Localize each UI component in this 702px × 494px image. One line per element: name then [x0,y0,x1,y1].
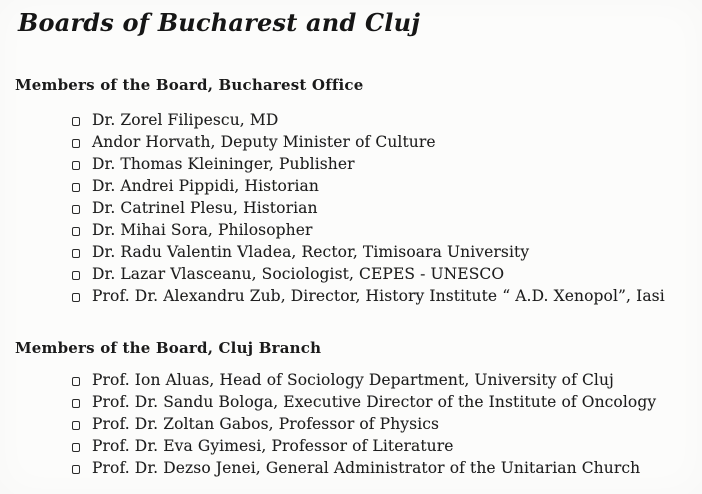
square-bullet-icon [72,227,80,236]
square-bullet-icon [72,377,80,386]
member-name: Dr. Lazar Vlasceanu, Sociologist, CEPES - UNESCO [92,265,505,283]
square-bullet-icon [72,183,80,192]
list-item [72,197,665,219]
square-bullet-icon [72,465,80,474]
member-name: Dr. Thomas Kleininger, Publisher [92,155,355,173]
list-item [72,175,665,197]
document-title: Boards of Bucharest and Cluj [18,8,421,37]
section-heading-cluj: Members of the Board, Cluj Branch [15,339,322,357]
section-heading-bucharest: Members of the Board, Bucharest Office [15,76,364,94]
cluj-board-list [72,369,656,479]
member-name: Dr. Zorel Filipescu, MD [92,111,279,129]
list-item [72,241,665,263]
member-name: Prof. Dr. Zoltan Gabos, Professor of Physics [92,415,440,433]
list-item [72,263,665,285]
square-bullet-icon [72,139,80,148]
square-bullet-icon [72,421,80,430]
member-name: Prof. Dr. Alexandru Zub, Director, History Institute “ A.D. Xenopol”, Iasi [92,287,665,305]
member-name: Dr. Mihai Sora, Philosopher [92,221,313,239]
list-item [72,219,665,241]
square-bullet-icon [72,399,80,408]
list-item [72,109,665,131]
member-name: Prof. Dr. Eva Gyimesi, Professor of Literature [92,437,454,455]
member-name: Prof. Dr. Sandu Bologa, Executive Director of the Institute of Oncology [92,393,657,411]
square-bullet-icon [72,205,80,214]
member-name: Prof. Ion Aluas, Head of Sociology Department, University of Cluj [92,371,614,389]
list-item [72,131,665,153]
member-name: Dr. Andrei Pippidi, Historian [92,177,319,195]
member-name: Andor Horvath, Deputy Minister of Culture [92,133,436,151]
bucharest-board-list [72,109,665,307]
list-item [72,285,665,307]
square-bullet-icon [72,117,80,126]
member-name: Dr. Radu Valentin Vladea, Rector, Timisoara University [92,243,530,261]
member-name: Prof. Dr. Dezso Jenei, General Administrator of the Unitarian Church [92,459,641,477]
list-item [72,435,656,457]
square-bullet-icon [72,271,80,280]
square-bullet-icon [72,443,80,452]
square-bullet-icon [72,161,80,170]
member-name: Dr. Catrinel Plesu, Historian [92,199,318,217]
list-item [72,413,656,435]
list-item [72,369,656,391]
square-bullet-icon [72,293,80,302]
list-item [72,391,656,413]
square-bullet-icon [72,249,80,258]
list-item [72,457,656,479]
list-item [72,153,665,175]
